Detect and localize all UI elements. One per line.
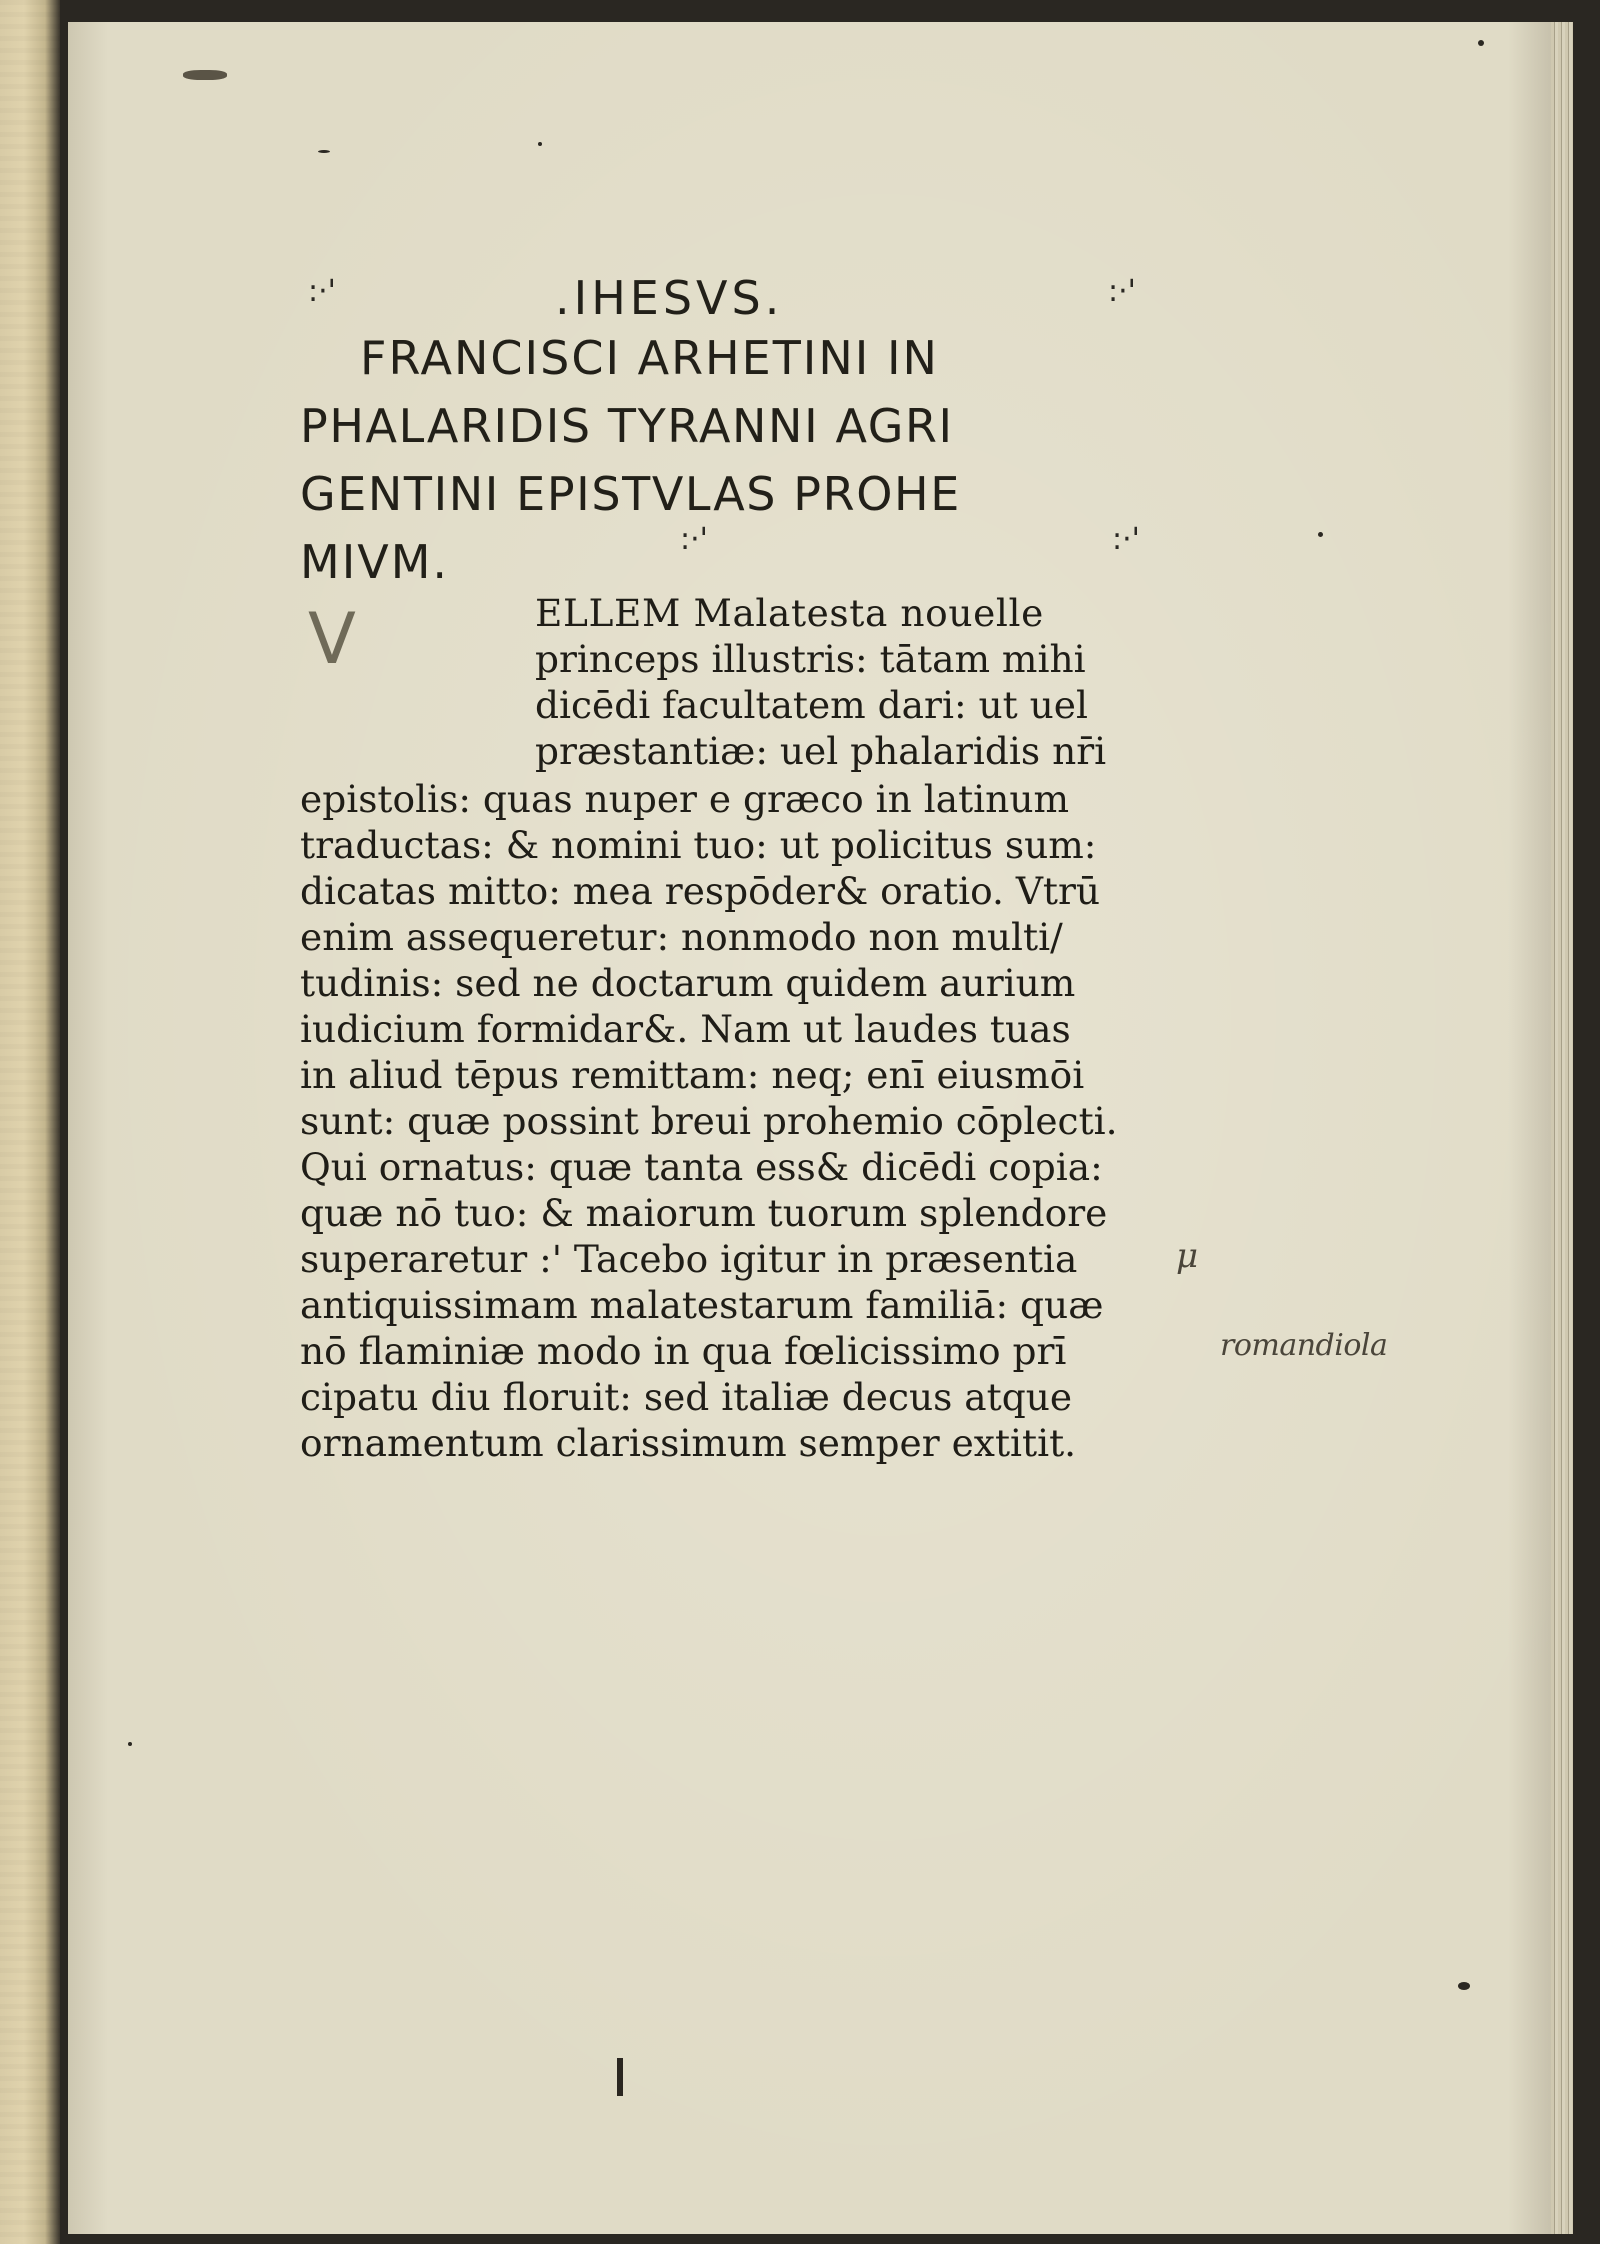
title-line-3: GENTINI EPISTVLAS PROHE	[300, 467, 961, 521]
text-line-14: quæ nō tuo: & maiorum tuorum splendore	[300, 1191, 1108, 1235]
title-line-1: FRANCISCI ARHETINI IN	[360, 331, 939, 385]
text-line-18: cipatu diu floruit: sed italiæ decus atque	[300, 1375, 1073, 1419]
text-line-2: princeps illustris: tātam mihi	[535, 637, 1086, 681]
text-line-11: in aliud tēpus remittam: neq; enī eiusmōi	[300, 1053, 1085, 1097]
title-line-2: PHALARIDIS TYRANNI AGRI	[300, 399, 954, 453]
speck	[1478, 40, 1484, 46]
text-line-4: præstantiæ: uel phalaridis nr̄i	[535, 729, 1107, 773]
page-block-edge	[1551, 22, 1573, 2234]
text-line-6: traductas: & nomini tuo: ut policitus sum:	[300, 823, 1097, 867]
text-line-17: nō flaminiæ modo in qua fœlicissimo prī	[300, 1329, 1067, 1373]
ornament-title-mid: :·'	[680, 522, 708, 557]
ornament-left: :·'	[308, 274, 336, 309]
speck	[538, 142, 542, 146]
text-line-12: sunt: quæ possint breui prohemio cōplecti.	[300, 1099, 1118, 1143]
text-line-19: ornamentum clarissimum semper extitit.	[300, 1421, 1077, 1465]
speck	[128, 1742, 132, 1746]
speck	[318, 150, 330, 153]
speck	[1458, 1982, 1470, 1990]
text-line-7: dicatas mitto: mea respōder& oratio. Vtrū	[300, 869, 1101, 913]
manuscript-page	[68, 22, 1551, 2234]
previous-page-edge	[0, 0, 60, 2244]
text-line-16: antiquissimam malatestarum familiā: quæ	[300, 1283, 1104, 1327]
title-line-4: MIVM.	[300, 535, 450, 589]
text-line-9: tudinis: sed ne doctarum quidem aurium	[300, 961, 1076, 1005]
ornament-title-right: :·'	[1112, 522, 1140, 557]
ornament-right: :·'	[1108, 274, 1136, 309]
speck	[1318, 532, 1323, 537]
text-line-5: epistolis: quas nuper e græco in latinum	[300, 777, 1070, 821]
ink-smudge	[183, 70, 227, 80]
guide-letter-v: V	[308, 598, 356, 680]
text-line-1: ELLEM Malatesta nouelle	[535, 591, 1044, 635]
text-line-15: superaretur :' Tacebo igitur in præsentia	[300, 1237, 1078, 1281]
signature-mark	[617, 2058, 623, 2096]
text-line-10: iudicium formidar&. Nam ut laudes tuas	[300, 1007, 1071, 1051]
marginal-note-line-15: μ	[1176, 1236, 1199, 1276]
text-line-8: enim assequeretur: nonmodo non multi/	[300, 915, 1063, 959]
invocation-heading: .IHESVS.	[555, 271, 784, 325]
text-line-13: Qui ornatus: quæ tanta ess& dicēdi copia:	[300, 1145, 1103, 1189]
text-line-3: dicēdi facultatem dari: ut uel	[535, 683, 1088, 727]
marginal-note-romandiola: romandiola	[1220, 1328, 1388, 1363]
